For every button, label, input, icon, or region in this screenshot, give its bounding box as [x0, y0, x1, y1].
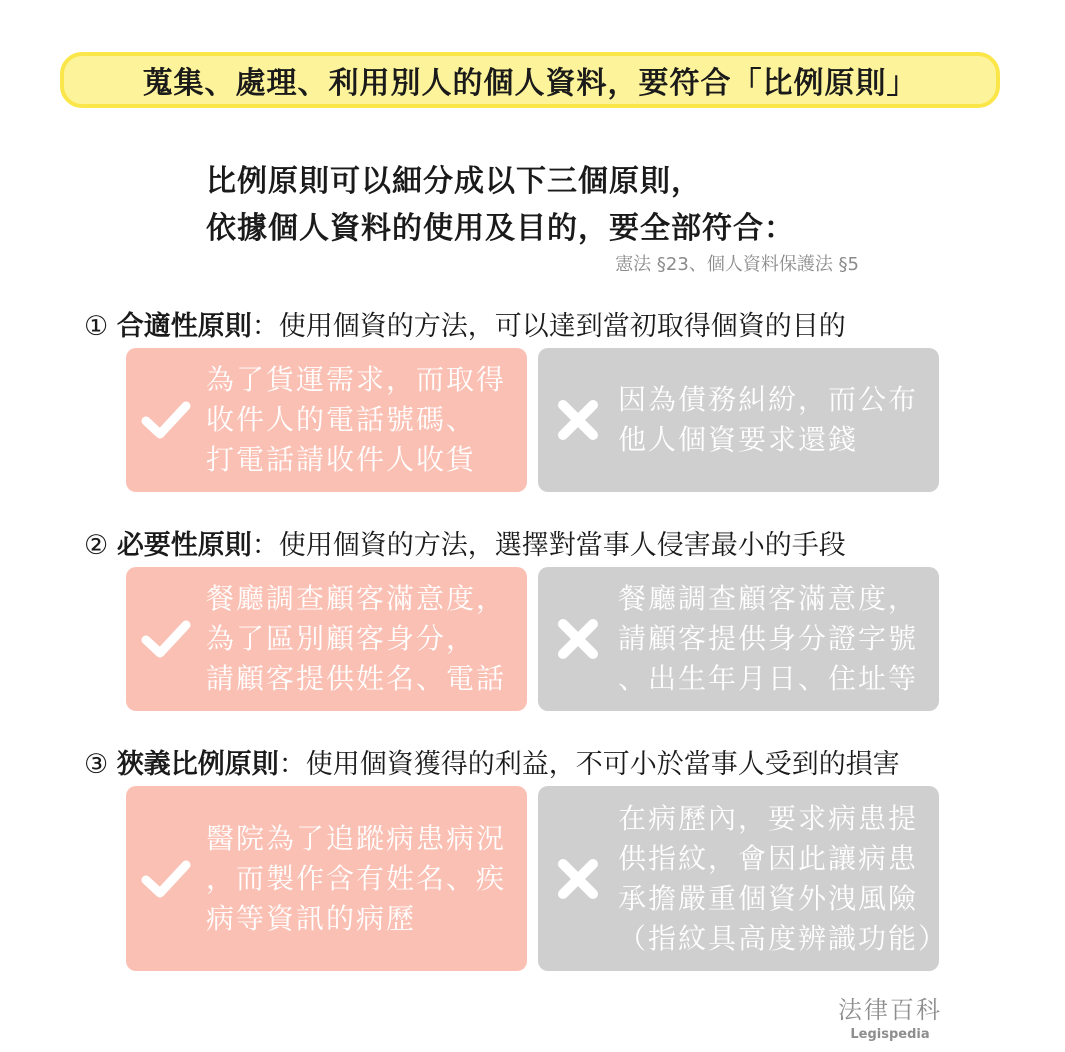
principle-2-good-example: [126, 567, 527, 711]
bad-example-text: 在病歷內，要求病患提 供指紋，會因此讓病患 承擔嚴重個資外洩風險 （指紋具高度辨識功能）: [618, 801, 949, 955]
good-example-text: 醫院為了追蹤病患病況 ，而製作含有姓名、疾 病等資訊的病歷: [206, 821, 507, 935]
principle-3-heading: [84, 742, 900, 781]
page-title: 蒐集、處理、利用別人的個人資料，要符合「比例原則」: [142, 66, 918, 101]
good-example-text: 為了貨運需求，而取得 收件人的電話號碼、 打電話請收件人收貨: [206, 363, 507, 476]
principle-2-heading: [84, 523, 846, 562]
principle-1-good-example: [126, 348, 527, 492]
bad-example-text: 因為債務糾紛，而公布 他人個資要求還錢: [618, 383, 919, 456]
principle-name: 狹義比例原則: [116, 749, 279, 780]
intro-text: [206, 158, 795, 252]
principle-3-good-example: [126, 786, 527, 971]
principle-description: ：使用個資的方法，選擇對當事人侵害最小的手段: [251, 530, 846, 561]
intro-line-1: 比例原則可以細分成以下三個原則，: [206, 164, 702, 199]
bad-example-text: 餐廳調查顧客滿意度， 請顧客提供身分證字號 、出生年月日、住址等: [618, 582, 919, 695]
principle-description: ：使用個資獲得的利益，不可小於當事人受到的損害: [278, 749, 900, 780]
principle-number: ②: [84, 530, 109, 561]
principle-name: 合適性原則: [116, 311, 252, 342]
principle-name: 必要性原則: [116, 530, 252, 561]
principle-1-bad-example: [538, 348, 939, 492]
cross-icon: [538, 398, 618, 442]
check-icon: [126, 619, 206, 659]
principle-number: ③: [84, 749, 109, 780]
title-banner: [60, 52, 1000, 108]
brand-logo: [838, 990, 942, 1042]
principle-3-bad-example: [538, 786, 949, 971]
check-icon: [126, 400, 206, 440]
good-example-text: 餐廳調查顧客滿意度， 為了區別顧客身分， 請顧客提供姓名、電話: [206, 582, 507, 695]
principle-2-bad-example: [538, 567, 939, 711]
intro-line-2: 依據個人資料的使用及目的，要全部符合：: [206, 211, 795, 246]
principle-description: ：使用個資的方法，可以達到當初取得個資的目的: [251, 311, 846, 342]
brand-sub: Legispedia: [850, 1027, 930, 1042]
principle-1-heading: [84, 304, 846, 343]
brand-name: 法律百科: [838, 996, 942, 1024]
check-icon: [126, 859, 206, 899]
principle-number: ①: [84, 311, 109, 342]
cross-icon: [538, 617, 618, 661]
cross-icon: [538, 857, 618, 901]
legal-citation: 憲法 §23、個人資料保護法 §5: [615, 254, 859, 275]
